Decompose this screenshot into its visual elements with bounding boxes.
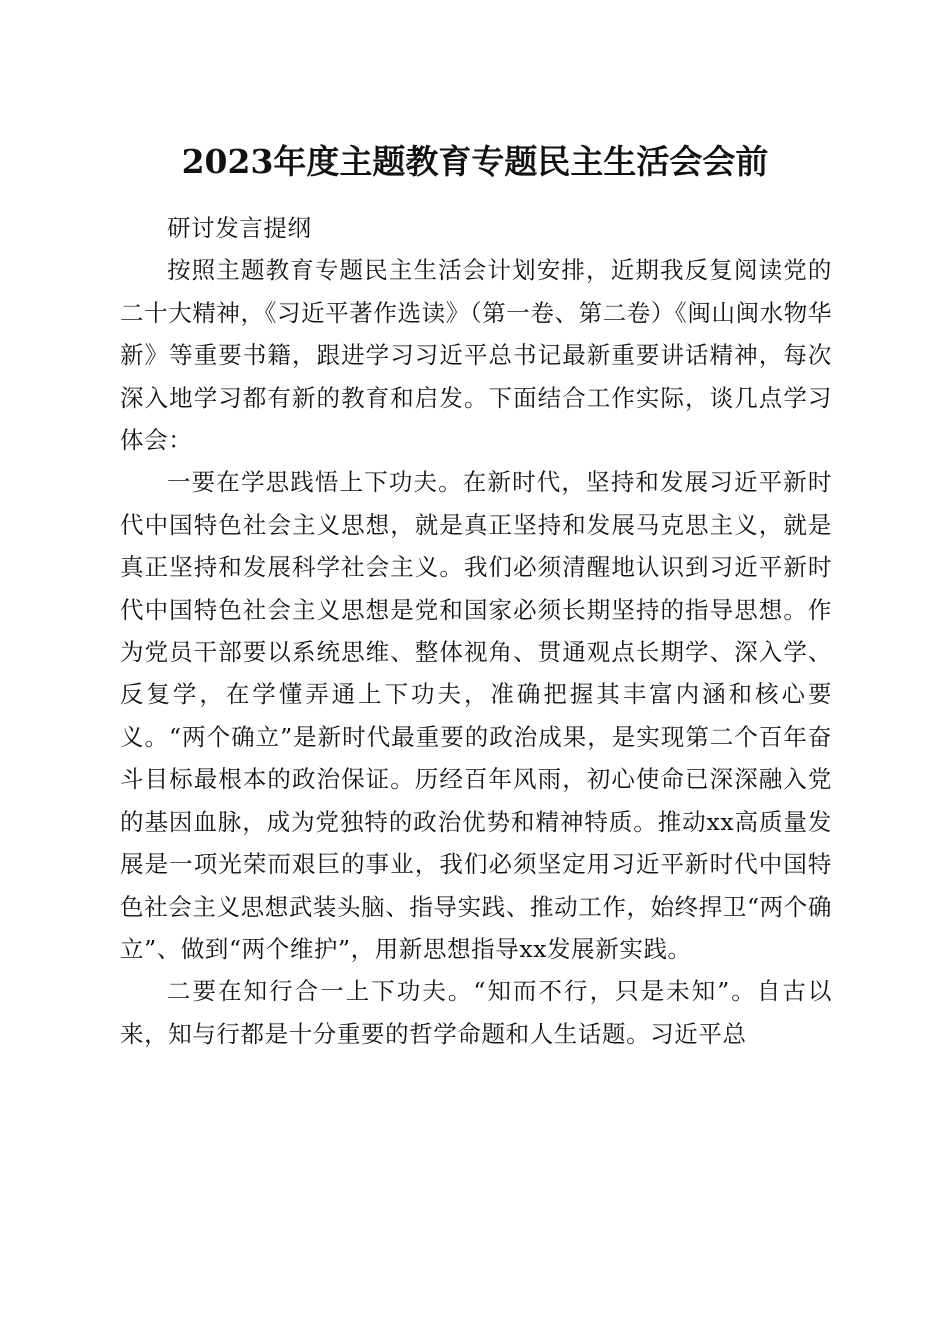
- point-one-paragraph: 一要在学思践悟上下功夫。在新时代，坚持和发展习近平新时代中国特色社会主义思想，就是真正坚持和发展马克思主义，就是真正坚持和发展科学社会主义。我们必须清醒地认识到习近平新时代中国特色社会主义思想是党和国家必须长期坚持的指导思想。作为党员干部要以系统思维、整体视角、贯通观点长期学、深入学、反复学，在学懂弄通上下功夫，准确把握其丰富内涵和核心要义。“两个确立”是新时代最重要的政治成果，是实现第二个百年奋斗目标最根本的政治保证。历经百年风雨，初心使命已深深融入党的基因血脉，成为党独特的政治优势和精神特质。推动xx高质量发展是一项光荣而艰巨的事业，我们必须坚定用习近平新时代中国特色社会主义思想武装头脑、指导实践、推动工作，始终捍卫“两个确立”、做到“两个维护”，用新思想指导xx发展新实践。: [120, 468, 832, 963]
- subtitle-paragraph: 研讨发言提纲: [167, 214, 312, 242]
- point-two-paragraph: 二要在知行合一上下功夫。“知而不行，只是未知”。自古以来，知与行都是十分重要的哲学命题和人生话题。习近平总: [120, 977, 832, 1048]
- document-title: 2023年度主题教育专题民主生活会会前: [181, 142, 769, 181]
- document-body: [120, 207, 832, 1055]
- intro-paragraph: 按照主题教育专题民主生活会计划安排，近期我反复阅读党的二十大精神，《习近平著作选读》（第一卷、第二卷）《闽山闽水物华新》等重要书籍，跟进学习习近平总书记最新重要讲话精神，每次深入地学习都有新的教育和启发。下面结合工作实际，谈几点学习体会：: [120, 256, 832, 455]
